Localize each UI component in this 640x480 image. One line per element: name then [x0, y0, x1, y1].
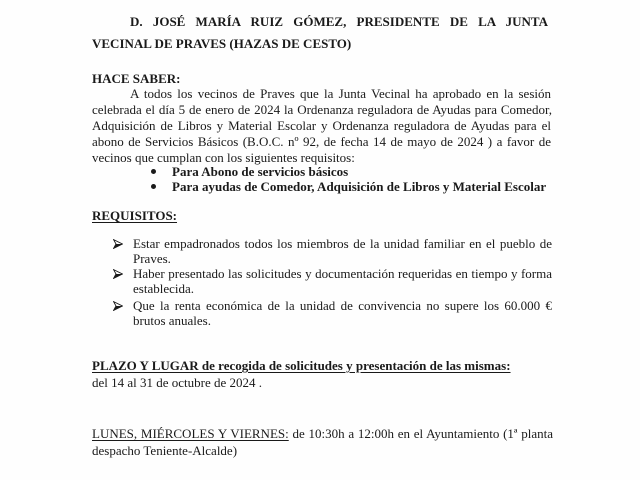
deadline-heading: PLAZO Y LUGAR de recogida de solicitudes y presentación de las mismas:	[92, 358, 511, 373]
announcement-paragraph-line: A todos los vecinos de Praves que la Junta Vecinal ha aprobado en la sesión	[130, 86, 551, 101]
schedule-line-1	[92, 426, 553, 441]
schedule-days: LUNES, MIÉRCOLES Y VIERNES:	[92, 426, 289, 441]
announcement-paragraph-line: celebrada el día 5 de enero de 2024 la Ordenanza reguladora de Ayudas para Comedor,	[92, 102, 552, 117]
requirement-item-line: Que la renta económica de la unidad de convivencia no supere los 60.000 €	[133, 298, 552, 313]
announcement-paragraph-line: Adquisición de Libros y Material Escolar y Ordenanza reguladora de Ayudas para el	[92, 118, 551, 133]
announcement-heading: HACE SABER:	[92, 71, 181, 86]
arrowhead-bullet-icon	[113, 239, 123, 249]
header-line-1: D. JOSÉ MARÍA RUIZ GÓMEZ, PRESIDENTE DE LA JUNTA	[130, 14, 548, 29]
bullet-dot-icon	[151, 169, 156, 174]
arrowhead-bullet-icon	[113, 269, 123, 279]
announcement-paragraph-line: vecinos que cumplan con los siguientes requisitos:	[92, 150, 355, 165]
requirement-item-line: Praves.	[133, 251, 171, 266]
announcement-bullet-item: Para ayudas de Comedor, Adquisición de Libros y Material Escolar	[172, 179, 547, 194]
requirement-item-line: Haber presentado las solicitudes y documentación requeridas en tiempo y forma	[133, 266, 552, 281]
bullet-dot-icon	[151, 184, 156, 189]
arrowhead-bullet-icon	[113, 301, 123, 311]
header-line-2: VECINAL DE PRAVES (HAZAS DE CESTO)	[92, 36, 352, 51]
schedule-hours-location: de 10:30h a 12:00h en el Ayuntamiento (1ª planta	[292, 426, 554, 441]
requirement-item-line: Estar empadronados todos los miembros de la unidad familiar en el pueblo de	[133, 236, 552, 251]
announcement-paragraph-line: abono de Servicios Básicos (B.O.C. nº 92, de fecha 14 de mayo de 2024 ) a favor de	[92, 134, 551, 149]
requirement-item-line: brutos anuales.	[133, 313, 211, 328]
announcement-bullet-item: Para Abono de servicios básicos	[172, 164, 349, 179]
schedule-line-2: despacho Teniente-Alcalde)	[92, 443, 238, 458]
requirements-heading: REQUISITOS:	[92, 208, 178, 223]
deadline-dates: del 14 al 31 de octubre de 2024 .	[92, 375, 263, 390]
requirement-item-line: establecida.	[133, 281, 194, 296]
